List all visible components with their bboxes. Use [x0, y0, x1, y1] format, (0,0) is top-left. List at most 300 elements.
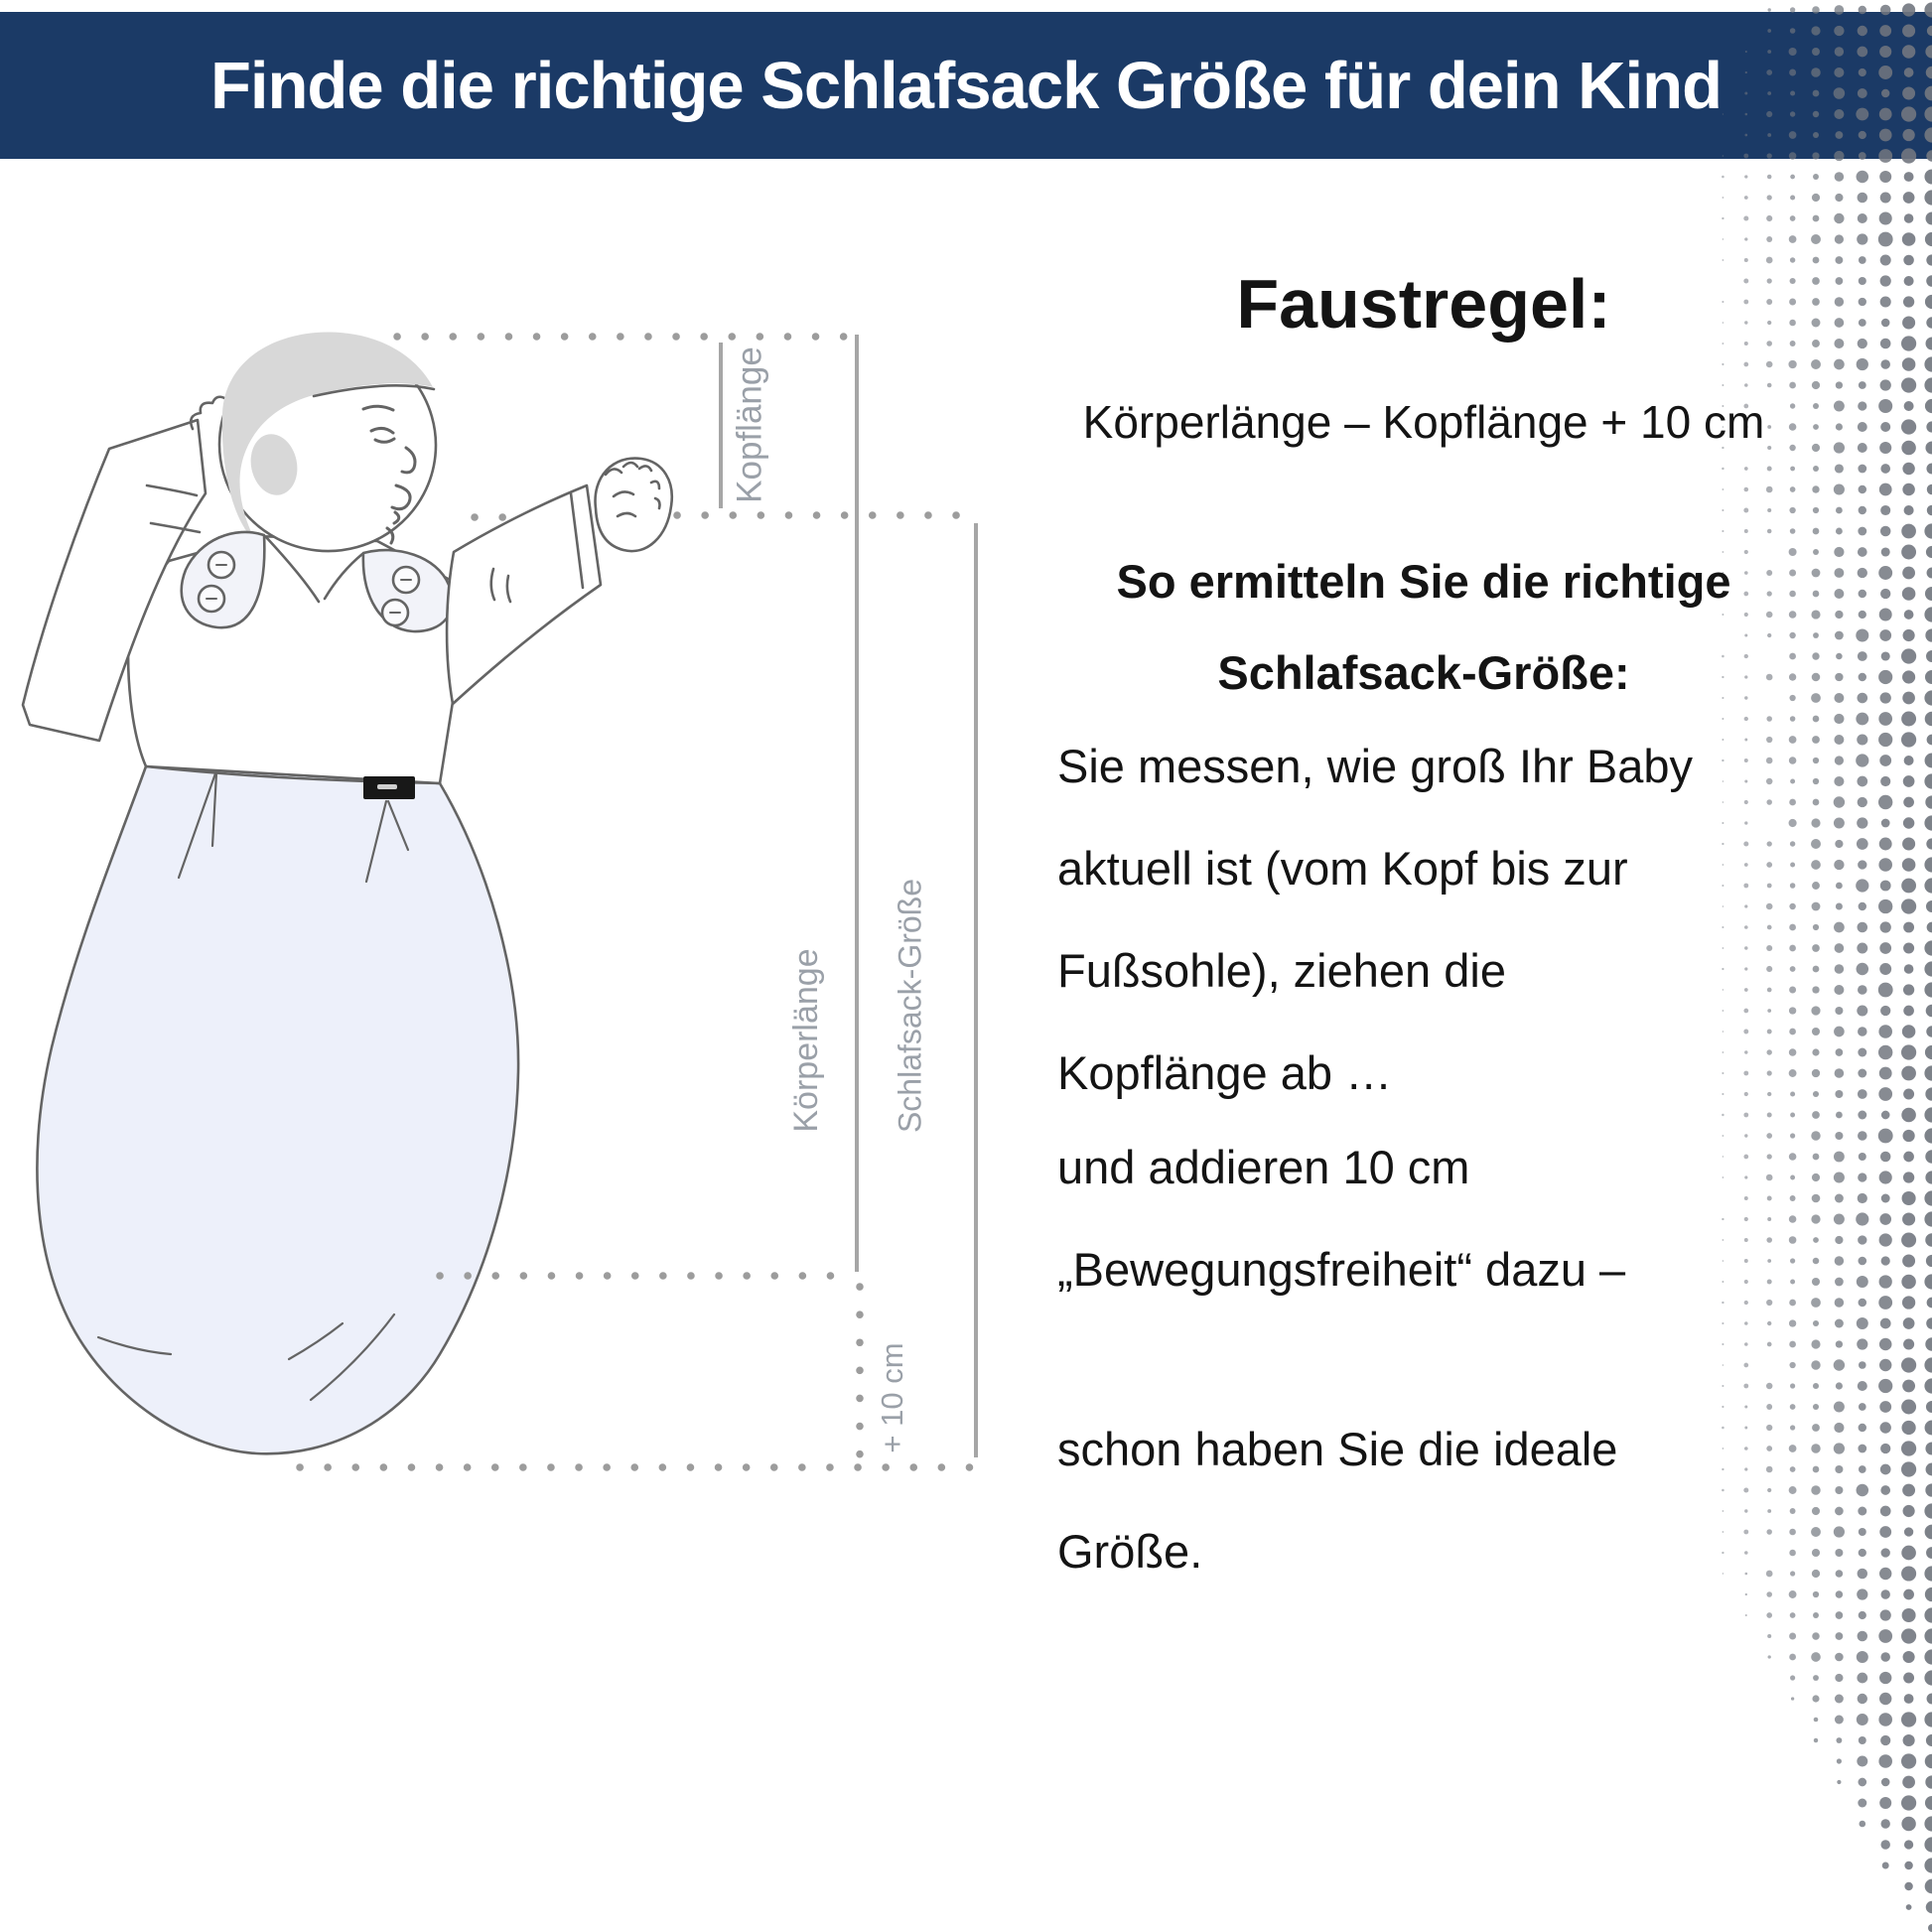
halftone-dot [1813, 1466, 1820, 1473]
halftone-dot [1859, 1611, 1866, 1619]
halftone-dot [1834, 922, 1845, 933]
halftone-dot [1835, 1549, 1843, 1557]
halftone-dot [1789, 1654, 1796, 1661]
halftone-dot [1835, 611, 1843, 619]
halftone-dot [1925, 1087, 1932, 1100]
halftone-dot [1767, 1342, 1772, 1347]
halftone-dot [1812, 444, 1820, 452]
halftone-dot [1836, 1590, 1844, 1598]
halftone-dot [1723, 1364, 1725, 1366]
halftone-dot [1835, 1486, 1843, 1494]
halftone-dot [1880, 296, 1891, 307]
halftone-dot [1880, 1318, 1891, 1329]
halftone-dot [1904, 756, 1914, 765]
halftone-dot [1859, 1299, 1867, 1308]
halftone-dot [1880, 1840, 1889, 1849]
halftone-dot [1835, 1319, 1844, 1328]
halftone-dot [1743, 215, 1748, 220]
halftone-dot [1767, 175, 1771, 179]
halftone-dot [1835, 1695, 1844, 1704]
halftone-dot [1902, 483, 1915, 496]
halftone-dot [1924, 1211, 1932, 1226]
halftone-dot [1790, 195, 1795, 200]
halftone-dot [1857, 1673, 1867, 1684]
halftone-dot [1924, 773, 1932, 788]
halftone-dot [1924, 169, 1932, 184]
halftone-dot [1834, 714, 1844, 724]
halftone-dot [1835, 234, 1844, 243]
halftone-dot [1926, 650, 1932, 662]
halftone-dot [1836, 1048, 1844, 1056]
halftone-dot [1901, 1400, 1916, 1415]
halftone-dot [1879, 1338, 1892, 1351]
halftone-dot [1924, 356, 1932, 371]
halftone-dot [1857, 233, 1867, 244]
halftone-dot [1856, 713, 1868, 726]
halftone-dot [1904, 610, 1914, 620]
halftone-dot [1743, 1384, 1748, 1389]
paragraph-line: und addieren 10 cm [1057, 1141, 1470, 1193]
halftone-dot [1857, 1005, 1867, 1016]
page-title: Finde die richtige Schlafsack Größe für dein Kind [209, 48, 1723, 123]
halftone-dot [1878, 1629, 1892, 1643]
halftone-dot [1879, 483, 1892, 496]
halftone-dot [1722, 1343, 1724, 1345]
halftone-dot [1834, 1152, 1845, 1163]
halftone-dot [1857, 171, 1869, 184]
halftone-dot [1813, 1320, 1819, 1326]
halftone-dot [1812, 652, 1819, 659]
how-to-title-line: Schlafsack-Größe: [1217, 646, 1630, 699]
halftone-dot [1835, 1507, 1844, 1516]
halftone-dot [1813, 1091, 1819, 1097]
halftone-dot [1902, 1191, 1916, 1205]
halftone-dot [1812, 736, 1820, 744]
halftone-dot [1924, 982, 1932, 997]
halftone-dot [1743, 508, 1748, 513]
halftone-dot [1858, 1445, 1866, 1453]
halftone-dot [1790, 528, 1796, 534]
halftone-dot [1880, 1609, 1891, 1620]
halftone-dot [1925, 1525, 1932, 1540]
halftone-dot [1926, 254, 1932, 265]
halftone-dot [1859, 381, 1866, 389]
halftone-dot [1858, 1381, 1867, 1391]
halftone-dot [1927, 484, 1932, 494]
halftone-dot [1743, 362, 1748, 367]
halftone-dot [1926, 1401, 1932, 1413]
halftone-dot [1926, 421, 1932, 432]
halftone-dot [1813, 778, 1819, 784]
halftone-dot [1924, 523, 1932, 538]
halftone-dot [1902, 1484, 1915, 1497]
halftone-dot [1858, 1799, 1866, 1808]
halftone-dot [1928, 1924, 1932, 1932]
halftone-dot [1901, 1566, 1916, 1581]
halftone-dot [1744, 383, 1748, 387]
halftone-dot [1925, 754, 1932, 768]
halftone-dot [1858, 1778, 1866, 1787]
halftone-dot [1903, 775, 1915, 787]
halftone-dot [1879, 942, 1891, 954]
halftone-dot [1812, 1632, 1820, 1640]
halftone-dot [1857, 358, 1868, 370]
plus-10cm-label: + 10 cm [875, 1342, 910, 1453]
halftone-dot [1924, 1649, 1932, 1664]
halftone-dot [1859, 590, 1866, 598]
halftone-dot [1925, 1442, 1932, 1454]
halftone-dot [1903, 192, 1915, 204]
halftone-dot [1926, 1005, 1932, 1018]
halftone-dot [1722, 363, 1724, 365]
halftone-dot [1924, 815, 1932, 830]
halftone-dot [1902, 1776, 1915, 1789]
halftone-dot [1903, 629, 1915, 641]
halftone-dot [1903, 296, 1914, 307]
halftone-dot [1812, 902, 1821, 911]
halftone-dot [1881, 1111, 1890, 1120]
halftone-dot [1901, 732, 1916, 747]
halftone-dot [1902, 316, 1915, 329]
halftone-dot [1858, 985, 1867, 995]
halftone-dot [1879, 838, 1892, 851]
halftone-dot [1903, 1317, 1915, 1329]
halftone-dot [1903, 1152, 1914, 1163]
halftone-dot [1904, 1882, 1912, 1890]
halftone-dot [1835, 1007, 1843, 1015]
halftone-dot [1813, 1675, 1819, 1681]
halftone-dot [1722, 468, 1724, 470]
halftone-dot [1722, 488, 1724, 490]
halftone-dot [1813, 549, 1819, 555]
halftone-dot [1901, 1795, 1916, 1810]
halftone-dot [1813, 215, 1820, 222]
halftone-dot [1924, 1065, 1932, 1080]
halftone-dot [1924, 961, 1932, 976]
halftone-dot [1835, 756, 1844, 764]
halftone-dot [1835, 464, 1844, 473]
halftone-dot [1904, 213, 1914, 223]
halftone-dot [1879, 1233, 1892, 1246]
halftone-dot [1835, 194, 1843, 202]
halftone-dot [1811, 839, 1821, 849]
halftone-dot [1812, 485, 1819, 492]
halftone-dot [1879, 1171, 1892, 1183]
halftone-dot [1879, 1213, 1891, 1225]
halftone-dot [1901, 545, 1916, 560]
halftone-dot [1860, 1821, 1866, 1828]
halftone-dot [1811, 818, 1820, 827]
halftone-dot [1811, 1298, 1821, 1308]
halftone-dot [1880, 921, 1891, 932]
halftone-dot [1901, 1357, 1916, 1372]
halftone-dot [1767, 1634, 1771, 1638]
halftone-dot [1858, 193, 1868, 204]
halftone-dot [1836, 1611, 1844, 1619]
halftone-dot [1836, 528, 1843, 535]
halftone-dot [1924, 1357, 1932, 1372]
halftone-dot [1834, 483, 1845, 494]
halftone-dot [1813, 466, 1819, 472]
halftone-dot [1812, 986, 1819, 993]
halftone-dot [1789, 1362, 1795, 1368]
halftone-dot [1835, 1278, 1844, 1287]
halftone-dot [1925, 232, 1932, 246]
halftone-dot [1834, 796, 1845, 807]
halftone-dot [1924, 690, 1932, 705]
halftone-dot [1835, 1068, 1845, 1078]
halftone-dot [1835, 1256, 1844, 1265]
halftone-dot [1878, 1296, 1892, 1310]
halftone-dot [1927, 735, 1932, 746]
halftone-dot [1857, 817, 1867, 828]
halftone-dot [1836, 1632, 1844, 1640]
halftone-dot [1927, 1298, 1932, 1309]
halftone-dot [1925, 1483, 1932, 1496]
halftone-dot [1901, 712, 1916, 727]
halftone-dot [1723, 259, 1725, 261]
halftone-dot [1858, 422, 1867, 432]
halftone-dot [1834, 735, 1844, 745]
halftone-dot [1813, 1591, 1819, 1597]
halftone-dot [1834, 359, 1845, 370]
halftone-dot [1902, 1608, 1916, 1622]
halftone-dot [1879, 629, 1891, 641]
halftone-dot [1879, 755, 1891, 766]
halftone-dot [1835, 1194, 1844, 1203]
halftone-dot [1790, 486, 1796, 492]
halftone-dot [1880, 1152, 1891, 1163]
halftone-dot [1745, 1614, 1747, 1616]
halftone-dot [1858, 1111, 1866, 1120]
paragraph-line: Sie messen, wie groß Ihr Baby [1057, 740, 1693, 792]
halftone-dot [1813, 966, 1820, 973]
halftone-dot [1924, 878, 1932, 893]
halftone-dot [1812, 882, 1820, 890]
halftone-dot [1858, 1235, 1866, 1244]
halftone-dot [1901, 1817, 1915, 1831]
halftone-dot [1879, 1067, 1892, 1080]
halftone-dot [1723, 238, 1724, 239]
halftone-dot [1927, 568, 1932, 579]
halftone-dot [1880, 193, 1891, 204]
halftone-dot [1812, 1069, 1820, 1077]
halftone-dot [1858, 1569, 1867, 1579]
halftone-dot [1857, 1317, 1868, 1329]
halftone-dot [1879, 1359, 1891, 1371]
halftone-dot [1901, 1232, 1916, 1247]
halftone-dot [1878, 858, 1892, 872]
halftone-dot [1766, 236, 1772, 242]
halftone-dot [1925, 399, 1932, 413]
halftone-dot [1924, 1816, 1932, 1831]
fist [596, 459, 672, 552]
halftone-dot [1858, 860, 1866, 869]
halftone-dot [1901, 419, 1916, 434]
halftone-dot [1858, 339, 1867, 348]
halftone-dot [1924, 1128, 1932, 1143]
halftone-dot [1878, 670, 1892, 684]
halftone-dot [1811, 1444, 1820, 1452]
halftone-dot [1924, 190, 1932, 205]
halftone-dot [1903, 1673, 1914, 1684]
halftone-dot [1880, 464, 1890, 474]
halftone-dot [1813, 924, 1819, 930]
halftone-dot [1858, 1027, 1867, 1036]
halftone-dot [1903, 1338, 1914, 1349]
halftone-dot [1836, 1737, 1842, 1743]
halftone-dot [1811, 1131, 1820, 1140]
halftone-dot [1880, 1506, 1891, 1517]
halftone-dot [1859, 673, 1866, 681]
halftone-dot [1836, 277, 1844, 285]
halftone-dot [1925, 1775, 1932, 1788]
halftone-dot [1812, 298, 1820, 306]
baby-sleeping-bag-illustration [23, 328, 672, 1453]
halftone-dot [1859, 319, 1866, 327]
halftone-dot [1878, 733, 1892, 747]
halftone-dot [1813, 716, 1820, 723]
halftone-dot [1836, 1570, 1844, 1578]
halftone-dot [1835, 1465, 1843, 1473]
halftone-dot [1857, 734, 1867, 745]
halftone-dot [1811, 1360, 1820, 1369]
halftone-dot [1878, 983, 1893, 998]
halftone-dot [1879, 1568, 1891, 1580]
halftone-dot [1834, 1359, 1845, 1370]
halftone-dot [1925, 1045, 1932, 1059]
halftone-dot [1902, 1025, 1916, 1038]
halftone-dot [1924, 940, 1932, 955]
halftone-dot [1812, 1111, 1820, 1119]
halftone-dot [1814, 1738, 1818, 1742]
halftone-dot [1767, 1321, 1771, 1325]
halftone-dot [1880, 1485, 1890, 1495]
halftone-dot [1902, 232, 1916, 246]
paragraph-line: Kopflänge ab … [1057, 1046, 1393, 1099]
halftone-dot [1926, 275, 1932, 287]
halftone-dot [1901, 1441, 1916, 1455]
halftone-dot [1879, 1401, 1891, 1413]
halftone-dot [1878, 795, 1892, 809]
halftone-dot [1835, 1298, 1844, 1307]
halftone-dot [1924, 1378, 1932, 1393]
halftone-dot [1926, 212, 1932, 225]
halftone-dot [1902, 837, 1915, 850]
halftone-dot [1924, 377, 1932, 392]
halftone-dot [1879, 211, 1892, 224]
halftone-dot [1879, 1672, 1891, 1684]
halftone-dot [1791, 1697, 1794, 1700]
halftone-dot [1880, 254, 1891, 265]
halftone-dot [1858, 797, 1867, 807]
halftone-dot [1834, 818, 1845, 829]
halftone-dot [1812, 319, 1821, 328]
halftone-dot [1925, 1879, 1932, 1894]
halftone-dot [1835, 631, 1844, 640]
halftone-dot [1879, 963, 1891, 975]
halftone-dot [1811, 1652, 1821, 1662]
halftone-dot [1835, 172, 1845, 182]
halftone-dot [1904, 505, 1914, 515]
halftone-dot [1904, 276, 1914, 286]
halftone-dot [1813, 632, 1819, 638]
halftone-dot [1881, 1778, 1890, 1787]
halftone-dot [1859, 1528, 1866, 1536]
halftone-dot [1789, 382, 1796, 389]
halftone-dot [1722, 530, 1724, 532]
halftone-dot [1902, 1296, 1915, 1309]
halftone-dot [1722, 384, 1724, 386]
kopflaenge-label: Kopflänge [730, 346, 769, 503]
halftone-dot [1812, 277, 1820, 285]
halftone-dot [1790, 1612, 1796, 1618]
halftone-dot [1836, 1112, 1843, 1119]
halftone-dot [1926, 1547, 1932, 1559]
halftone-dot [1925, 1754, 1932, 1769]
halftone-dot [1789, 507, 1795, 513]
halftone-dot [1926, 546, 1932, 558]
halftone-dot [1789, 235, 1797, 243]
halftone-dot [1835, 1674, 1843, 1682]
halftone-dot [1834, 401, 1845, 412]
halftone-dot [1834, 693, 1844, 703]
halftone-dot [1789, 1319, 1796, 1326]
halftone-dot [1924, 1858, 1932, 1872]
halftone-dot [1924, 1503, 1932, 1518]
halftone-dot [1857, 963, 1869, 976]
halftone-dot [1878, 1087, 1892, 1101]
halftone-dot [1835, 297, 1844, 306]
halftone-dot [1812, 569, 1821, 578]
halftone-dot [1859, 277, 1866, 285]
halftone-dot [1813, 1404, 1819, 1410]
halftone-dot [1903, 1172, 1914, 1182]
halftone-dot [1834, 1443, 1845, 1453]
halftone-dot [1926, 463, 1932, 474]
halftone-dot [1879, 1693, 1891, 1705]
rule-formula: Körperlänge – Kopflänge + 10 cm [1082, 396, 1765, 448]
add-10cm-paragraph [1057, 1116, 1800, 1320]
halftone-dot [1812, 1028, 1820, 1035]
halftone-dot [1881, 651, 1890, 660]
halftone-dot [1813, 1612, 1819, 1618]
halftone-dot [1743, 1363, 1748, 1368]
measure-paragraph [1057, 715, 1800, 1124]
halftone-dot [1814, 1718, 1819, 1723]
halftone-dot [1858, 1048, 1866, 1057]
halftone-dot [1924, 1628, 1932, 1643]
halftone-dot [1856, 754, 1868, 766]
halftone-dot [1812, 1173, 1820, 1181]
halftone-dot [1857, 1714, 1868, 1725]
halftone-dot [1926, 1026, 1932, 1036]
halftone-dot [1858, 1069, 1866, 1078]
halftone-dot [1766, 486, 1773, 493]
halftone-dot [1744, 1321, 1748, 1325]
halftone-dot [1858, 1089, 1867, 1099]
halftone-dot [1835, 1132, 1843, 1140]
halftone-dot [1926, 1463, 1932, 1476]
halftone-dot [1856, 628, 1868, 641]
halftone-dot [1902, 1255, 1915, 1268]
halftone-dot [1878, 899, 1892, 913]
halftone-dot [1903, 1589, 1914, 1600]
halftone-dot [1926, 338, 1932, 350]
halftone-dot [1902, 463, 1914, 475]
halftone-dot [1857, 1276, 1868, 1288]
halftone-dot [1903, 922, 1914, 933]
